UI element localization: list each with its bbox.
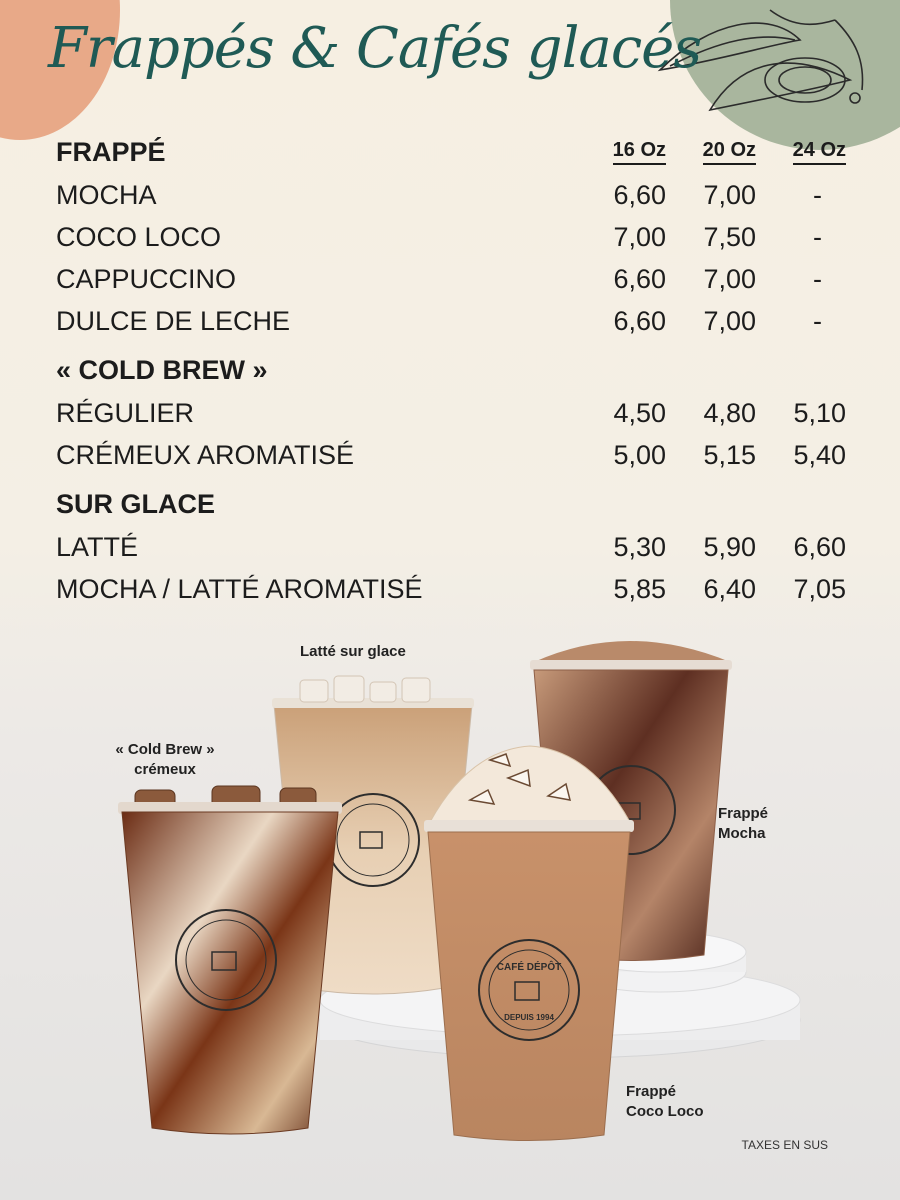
section-title: « COLD BREW » — [56, 354, 268, 385]
cold-brew-cup-icon — [118, 786, 342, 1134]
price-24: - — [813, 263, 822, 294]
price-24: 6,60 — [793, 531, 846, 562]
menu-item-row — [56, 258, 846, 300]
price-16: 6,60 — [613, 305, 666, 336]
price-24: 7,05 — [793, 573, 846, 604]
price-20: 7,50 — [703, 221, 756, 252]
menu-item-row — [56, 526, 846, 568]
item-name: COCO LOCO — [56, 221, 222, 252]
cup-logo-since: DEPUIS 1994 — [504, 1013, 554, 1022]
item-name: RÉGULIER — [56, 397, 195, 428]
item-name: CAPPUCCINO — [56, 263, 237, 294]
price-24: - — [813, 221, 822, 252]
item-name: MOCHA — [56, 179, 157, 210]
price-16: 7,00 — [613, 221, 666, 252]
price-16: 5,30 — [613, 531, 666, 562]
caption-line: Frappé — [718, 805, 769, 822]
price-16: 5,85 — [613, 573, 666, 604]
price-20: 7,00 — [703, 305, 756, 336]
caption-line: Mocha — [718, 825, 766, 842]
section-header-sur-glace — [56, 482, 846, 526]
caption-coco-loco — [626, 1082, 704, 1122]
item-name: DULCE DE LECHE — [56, 305, 291, 336]
price-16: 4,50 — [613, 397, 666, 428]
size-header-20: 20 Oz — [703, 139, 756, 165]
section-header-cold-brew — [56, 348, 846, 392]
size-header-16: 16 Oz — [613, 139, 666, 165]
menu-item-row — [56, 216, 846, 258]
price-24: 5,10 — [793, 397, 846, 428]
caption-line: crémeux — [134, 761, 196, 778]
menu-title: Frappés & Cafés glacés — [48, 16, 702, 81]
price-16: 6,60 — [613, 179, 666, 210]
menu-item-row — [56, 434, 846, 476]
caption-latte: Latté sur glace — [300, 643, 406, 660]
price-16: 5,00 — [613, 439, 666, 470]
cup-logo-name: CAFÉ DÉPÔT — [496, 962, 562, 973]
price-20: 5,90 — [703, 531, 756, 562]
caption-line: Frappé — [626, 1083, 677, 1100]
caption-cold-brew — [100, 740, 230, 780]
price-24: - — [813, 179, 822, 210]
price-20: 6,40 — [703, 573, 756, 604]
menu-item-row — [56, 392, 846, 434]
caption-line: « Cold Brew » — [115, 741, 215, 758]
price-24: 5,40 — [793, 439, 846, 470]
price-menu — [56, 130, 846, 610]
section-title: FRAPPÉ — [56, 136, 166, 167]
caption-line: Coco Loco — [626, 1103, 704, 1120]
item-name: CRÉMEUX AROMATISÉ — [56, 439, 355, 470]
drinks-photo — [0, 600, 900, 1200]
caption-mocha — [718, 804, 768, 844]
price-20: 7,00 — [703, 179, 756, 210]
price-24: - — [813, 305, 822, 336]
size-header-24: 24 Oz — [793, 139, 846, 165]
price-16: 6,60 — [613, 263, 666, 294]
item-name: LATTÉ — [56, 531, 139, 562]
price-20: 5,15 — [703, 439, 756, 470]
section-header-frappe — [56, 130, 846, 174]
item-name: MOCHA / LATTÉ AROMATISÉ — [56, 573, 423, 604]
price-20: 7,00 — [703, 263, 756, 294]
taxes-note: TAXES EN SUS — [741, 1138, 828, 1152]
menu-item-row — [56, 174, 846, 216]
menu-item-row — [56, 300, 846, 342]
price-20: 4,80 — [703, 397, 756, 428]
section-title: SUR GLACE — [56, 488, 216, 519]
coco-loco-frappe-cup-icon — [424, 746, 634, 1141]
